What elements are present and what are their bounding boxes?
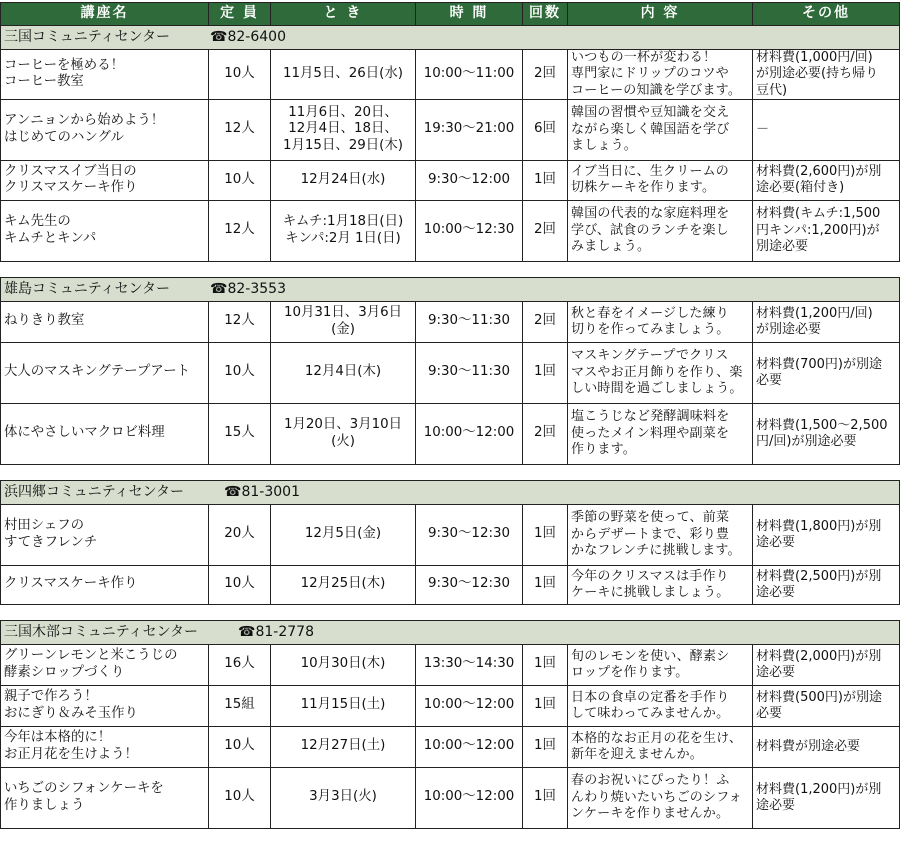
content-cell: 季節の野菜を使って、前菜 からデザートまで、彩り豊 かなフレンチに挑戦します。	[568, 504, 753, 565]
capacity-cell: 15組	[209, 685, 271, 726]
other-cell: 材料費(1,200円/回) が別途必要	[753, 301, 900, 342]
capacity-cell: 10人	[209, 50, 271, 100]
other-cell: 材料費が別途必要	[753, 726, 900, 767]
content-cell: 韓国の代表的な家庭料理を 学び、試食のランチを楽し みましょう。	[568, 200, 753, 261]
capacity-cell: 10人	[209, 726, 271, 767]
count-cell: 2回	[523, 50, 568, 100]
center-header-row	[1, 480, 900, 504]
section-spacer	[1, 261, 900, 277]
time-cell: 10:00～12:00	[416, 403, 523, 464]
count-cell: 1回	[523, 342, 568, 403]
time-cell: 9:30～11:30	[416, 342, 523, 403]
spacer-cell	[1, 604, 900, 620]
count-cell: 1回	[523, 504, 568, 565]
center-header-cell	[1, 277, 900, 301]
capacity-cell: 10人	[209, 160, 271, 200]
header-time: 時 間	[416, 3, 523, 26]
course-name-cell: ねりきり教室	[1, 301, 209, 342]
table-row	[1, 685, 900, 726]
date-cell: 10月31日、3月6日 (金)	[271, 301, 416, 342]
time-cell: 10:00～12:00	[416, 685, 523, 726]
capacity-cell: 16人	[209, 644, 271, 685]
date-cell: 12月4日(木)	[271, 342, 416, 403]
other-cell: 材料費(1,000円/回) が別途必要(持ち帰り 豆代)	[753, 50, 900, 100]
course-table	[0, 2, 900, 829]
section-spacer	[1, 604, 900, 620]
header-row	[1, 3, 900, 26]
time-cell: 19:30～21:00	[416, 99, 523, 160]
spacer-cell	[1, 261, 900, 277]
capacity-cell: 12人	[209, 200, 271, 261]
center-header-cell	[1, 480, 900, 504]
date-cell: 11月6日、20日、 12月4日、18日、 1月15日、29日(木)	[271, 99, 416, 160]
time-cell: 13:30～14:30	[416, 644, 523, 685]
center-phone: ☎81-2778	[238, 623, 314, 640]
table-row	[1, 99, 900, 160]
course-name-cell: 大人のマスキングテープアート	[1, 342, 209, 403]
count-cell: 1回	[523, 565, 568, 604]
count-cell: 2回	[523, 301, 568, 342]
header-content: 内 容	[568, 3, 753, 26]
table-row	[1, 403, 900, 464]
table-body	[1, 26, 900, 829]
center-header-row	[1, 620, 900, 644]
table-row	[1, 342, 900, 403]
center-header-cell	[1, 26, 900, 50]
capacity-cell: 12人	[209, 301, 271, 342]
capacity-cell: 10人	[209, 565, 271, 604]
capacity-cell: 12人	[209, 99, 271, 160]
content-cell: 旬のレモンを使い、酵素シ ロップを作ります。	[568, 644, 753, 685]
table-row	[1, 50, 900, 100]
table-row	[1, 644, 900, 685]
table-row	[1, 504, 900, 565]
date-cell: 12月27日(土)	[271, 726, 416, 767]
center-name: 浜四郷コミュニティセンター	[4, 483, 185, 500]
content-cell: いつもの一杯が変わる！ 専門家にドリップのコツや コーヒーの知識を学びます。	[568, 50, 753, 100]
date-cell: 3月3日(火)	[271, 767, 416, 828]
center-name: 雄島コミュニティセンター	[4, 280, 171, 297]
header-capacity: 定 員	[209, 3, 271, 26]
date-cell: 12月24日(水)	[271, 160, 416, 200]
date-cell: 11月5日、26日(水)	[271, 50, 416, 100]
content-cell: 春のお祝いにぴったり！ふ んわり焼いたいちごのシフォ ンケーキを作りませんか。	[568, 767, 753, 828]
table-row	[1, 767, 900, 828]
center-name: 三国コミュニティセンター	[4, 28, 171, 45]
other-cell: －	[753, 99, 900, 160]
content-cell: 秋と春をイメージした練り 切りを作ってみましょう。	[568, 301, 753, 342]
count-cell: 2回	[523, 200, 568, 261]
header-course-name: 講座名	[1, 3, 209, 26]
center-name: 三国木部コミュニティセンター	[4, 623, 199, 640]
course-name-cell: 親子で作ろう！ おにぎり＆みそ玉作り	[1, 685, 209, 726]
center-header-row	[1, 277, 900, 301]
time-cell: 9:30～11:30	[416, 301, 523, 342]
table-row	[1, 200, 900, 261]
header-date: と き	[271, 3, 416, 26]
course-name-cell: グリーンレモンと米こうじの 酵素シロップづくり	[1, 644, 209, 685]
count-cell: 2回	[523, 403, 568, 464]
content-cell: 本格的なお正月の花を生け、 新年を迎えませんか。	[568, 726, 753, 767]
center-phone: ☎82-3553	[210, 280, 286, 297]
course-name-cell: コーヒーを極める！ コーヒー教室	[1, 50, 209, 100]
content-cell: 今年のクリスマスは手作り ケーキに挑戦しましょう。	[568, 565, 753, 604]
date-cell: 10月30日(木)	[271, 644, 416, 685]
table-row	[1, 565, 900, 604]
center-header-cell	[1, 620, 900, 644]
content-cell: 塩こうじなど発酵調味料を 使ったメイン料理や副菜を 作ります。	[568, 403, 753, 464]
other-cell: 材料費(1,500～2,500 円/回)が別途必要	[753, 403, 900, 464]
course-name-cell: クリスマスケーキ作り	[1, 565, 209, 604]
section-spacer	[1, 464, 900, 480]
capacity-cell: 15人	[209, 403, 271, 464]
time-cell: 10:00～12:00	[416, 767, 523, 828]
count-cell: 1回	[523, 644, 568, 685]
course-name-cell: 体にやさしいマクロビ料理	[1, 403, 209, 464]
content-cell: マスキングテープでクリス マスやお正月飾りを作り、楽 しい時間を過ごしましょう。	[568, 342, 753, 403]
capacity-cell: 20人	[209, 504, 271, 565]
course-name-cell: いちごのシフォンケーキを 作りましょう	[1, 767, 209, 828]
center-phone: ☎82-6400	[210, 28, 286, 45]
course-name-cell: 村田シェフの すてきフレンチ	[1, 504, 209, 565]
date-cell: 1月20日、3月10日 (火)	[271, 403, 416, 464]
capacity-cell: 10人	[209, 767, 271, 828]
course-name-cell: キム先生の キムチとキンパ	[1, 200, 209, 261]
course-name-cell: 今年は本格的に！ お正月花を生けよう！	[1, 726, 209, 767]
table-row	[1, 726, 900, 767]
time-cell: 10:00～12:00	[416, 726, 523, 767]
spacer-cell	[1, 464, 900, 480]
date-cell: 12月25日(木)	[271, 565, 416, 604]
other-cell: 材料費(1,800円)が別 途必要	[753, 504, 900, 565]
date-cell: キムチ:1月18日(日) キンパ:2月 1日(日)	[271, 200, 416, 261]
other-cell: 材料費(2,000円)が別 途必要	[753, 644, 900, 685]
other-cell: 材料費(700円)が別途 必要	[753, 342, 900, 403]
date-cell: 11月15日(土)	[271, 685, 416, 726]
time-cell: 10:00～12:30	[416, 200, 523, 261]
course-name-cell: クリスマスイブ当日の クリスマスケーキ作り	[1, 160, 209, 200]
other-cell: 材料費(キムチ:1,500 円キンパ:1,200円)が 別途必要	[753, 200, 900, 261]
header-other: その他	[753, 3, 900, 26]
time-cell: 10:00～11:00	[416, 50, 523, 100]
other-cell: 材料費(2,600円)が別 途必要(箱付き)	[753, 160, 900, 200]
count-cell: 1回	[523, 160, 568, 200]
center-header-row	[1, 26, 900, 50]
content-cell: 日本の食卓の定番を手作り して味わってみませんか。	[568, 685, 753, 726]
course-name-cell: アンニョンから始めよう！ はじめてのハングル	[1, 99, 209, 160]
table-row	[1, 160, 900, 200]
other-cell: 材料費(1,200円)が別 途必要	[753, 767, 900, 828]
header-count: 回数	[523, 3, 568, 26]
other-cell: 材料費(500円)が別途 必要	[753, 685, 900, 726]
capacity-cell: 10人	[209, 342, 271, 403]
content-cell: 韓国の習慣や豆知識を交え ながら楽しく韓国語を学び ましょう。	[568, 99, 753, 160]
time-cell: 9:30～12:00	[416, 160, 523, 200]
count-cell: 6回	[523, 99, 568, 160]
time-cell: 9:30～12:30	[416, 504, 523, 565]
count-cell: 1回	[523, 685, 568, 726]
center-phone: ☎81-3001	[224, 483, 300, 500]
date-cell: 12月5日(金)	[271, 504, 416, 565]
time-cell: 9:30～12:30	[416, 565, 523, 604]
content-cell: イブ当日に、生クリームの 切株ケーキを作ります。	[568, 160, 753, 200]
count-cell: 1回	[523, 726, 568, 767]
other-cell: 材料費(2,500円)が別 途必要	[753, 565, 900, 604]
table-row	[1, 301, 900, 342]
count-cell: 1回	[523, 767, 568, 828]
